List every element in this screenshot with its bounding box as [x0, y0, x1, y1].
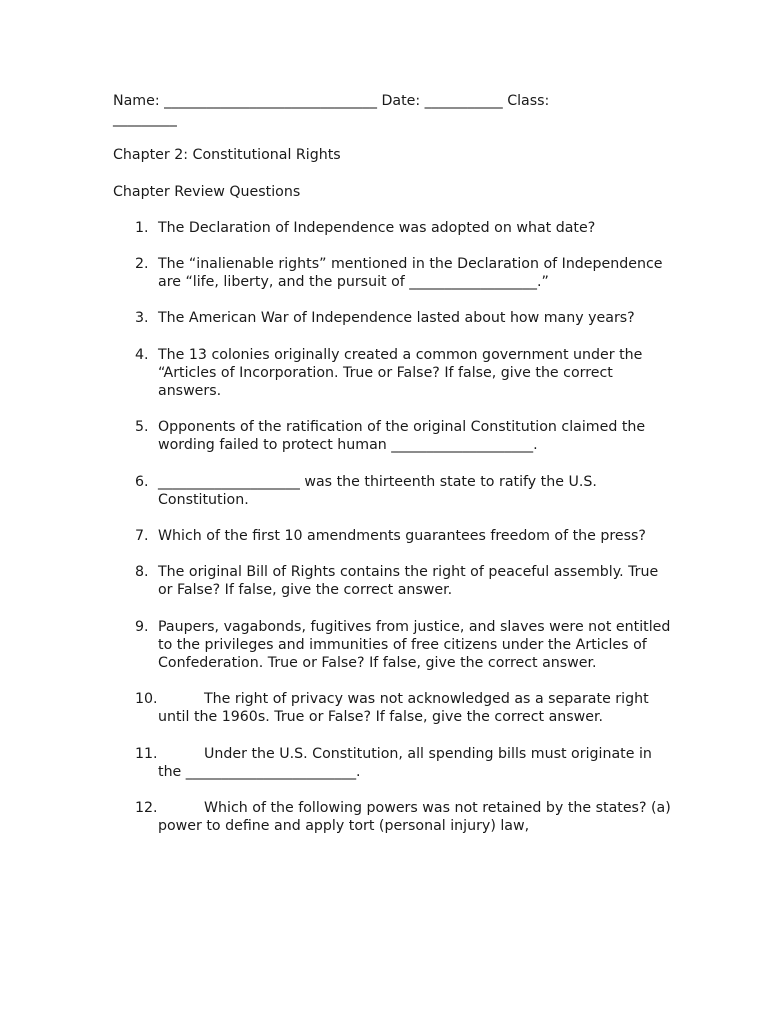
question-list — [113, 219, 673, 836]
question-item — [113, 799, 673, 835]
question-item — [113, 473, 673, 509]
question-item — [113, 618, 673, 673]
question-item — [113, 219, 673, 237]
question-number: 3. — [135, 310, 149, 327]
question-text: Paupers, vagabonds, fugitives from justice, and slaves were not entitled to the privileges and immunities of free citizens under the Articles of Confederation. True or False? If false, give the correct answer. — [158, 618, 671, 672]
question-item — [113, 255, 673, 291]
question-text: ____________________ was the thirteenth state to ratify the U.S. Constitution. — [158, 473, 597, 508]
question-number: 7. — [135, 528, 149, 545]
question-text: The original Bill of Rights contains the right of peaceful assembly. True or False? If false, give the correct answer. — [158, 564, 659, 599]
header-name-date-class: Name: ______________________________ Date: ___________ Class: — [113, 93, 550, 109]
question-item — [113, 745, 673, 781]
section-title: Chapter Review Questions — [113, 183, 301, 200]
question-number: 6. — [135, 473, 149, 490]
question-text: Opponents of the ratification of the original Constitution claimed the wording failed to protect human ____________________. — [158, 419, 646, 454]
question-number: 1. — [135, 219, 149, 236]
question-item — [113, 309, 673, 327]
header-class-blank: _________ — [113, 111, 177, 128]
question-number: 4. — [135, 346, 149, 363]
question-item — [113, 690, 673, 726]
question-text: The “inalienable rights” mentioned in the Declaration of Independence are “life, liberty, and the pursuit of __________________.” — [158, 256, 663, 291]
question-number: 12. — [135, 800, 158, 817]
chapter-title: Chapter 2: Constitutional Rights — [113, 147, 341, 164]
question-item — [113, 418, 673, 454]
question-number: 9. — [135, 618, 149, 635]
question-text: Which of the following powers was not retained by the states? (a) power to define and apply tort (personal injury) law, — [158, 800, 671, 835]
question-number: 11. — [135, 745, 158, 762]
question-item — [113, 563, 673, 599]
question-text: The Declaration of Independence was adopted on what date? — [158, 219, 596, 236]
worksheet-page — [113, 92, 673, 853]
question-item — [113, 346, 673, 401]
question-text: The American War of Independence lasted about how many years? — [158, 310, 635, 327]
question-item — [113, 527, 673, 545]
question-text: Under the U.S. Constitution, all spending bills must originate in the ________________________. — [158, 745, 652, 780]
question-number: 2. — [135, 256, 149, 273]
question-number: 8. — [135, 564, 149, 581]
question-number: 10. — [135, 691, 158, 708]
question-text: Which of the first 10 amendments guarantees freedom of the press? — [158, 528, 646, 545]
question-text: The right of privacy was not acknowledged as a separate right until the 1960s. True or False? If false, give the correct answer. — [158, 691, 649, 726]
question-number: 5. — [135, 419, 149, 436]
question-text: The 13 colonies originally created a common government under the “Articles of Incorporation. True or False? If false, give the correct answers. — [158, 346, 643, 400]
